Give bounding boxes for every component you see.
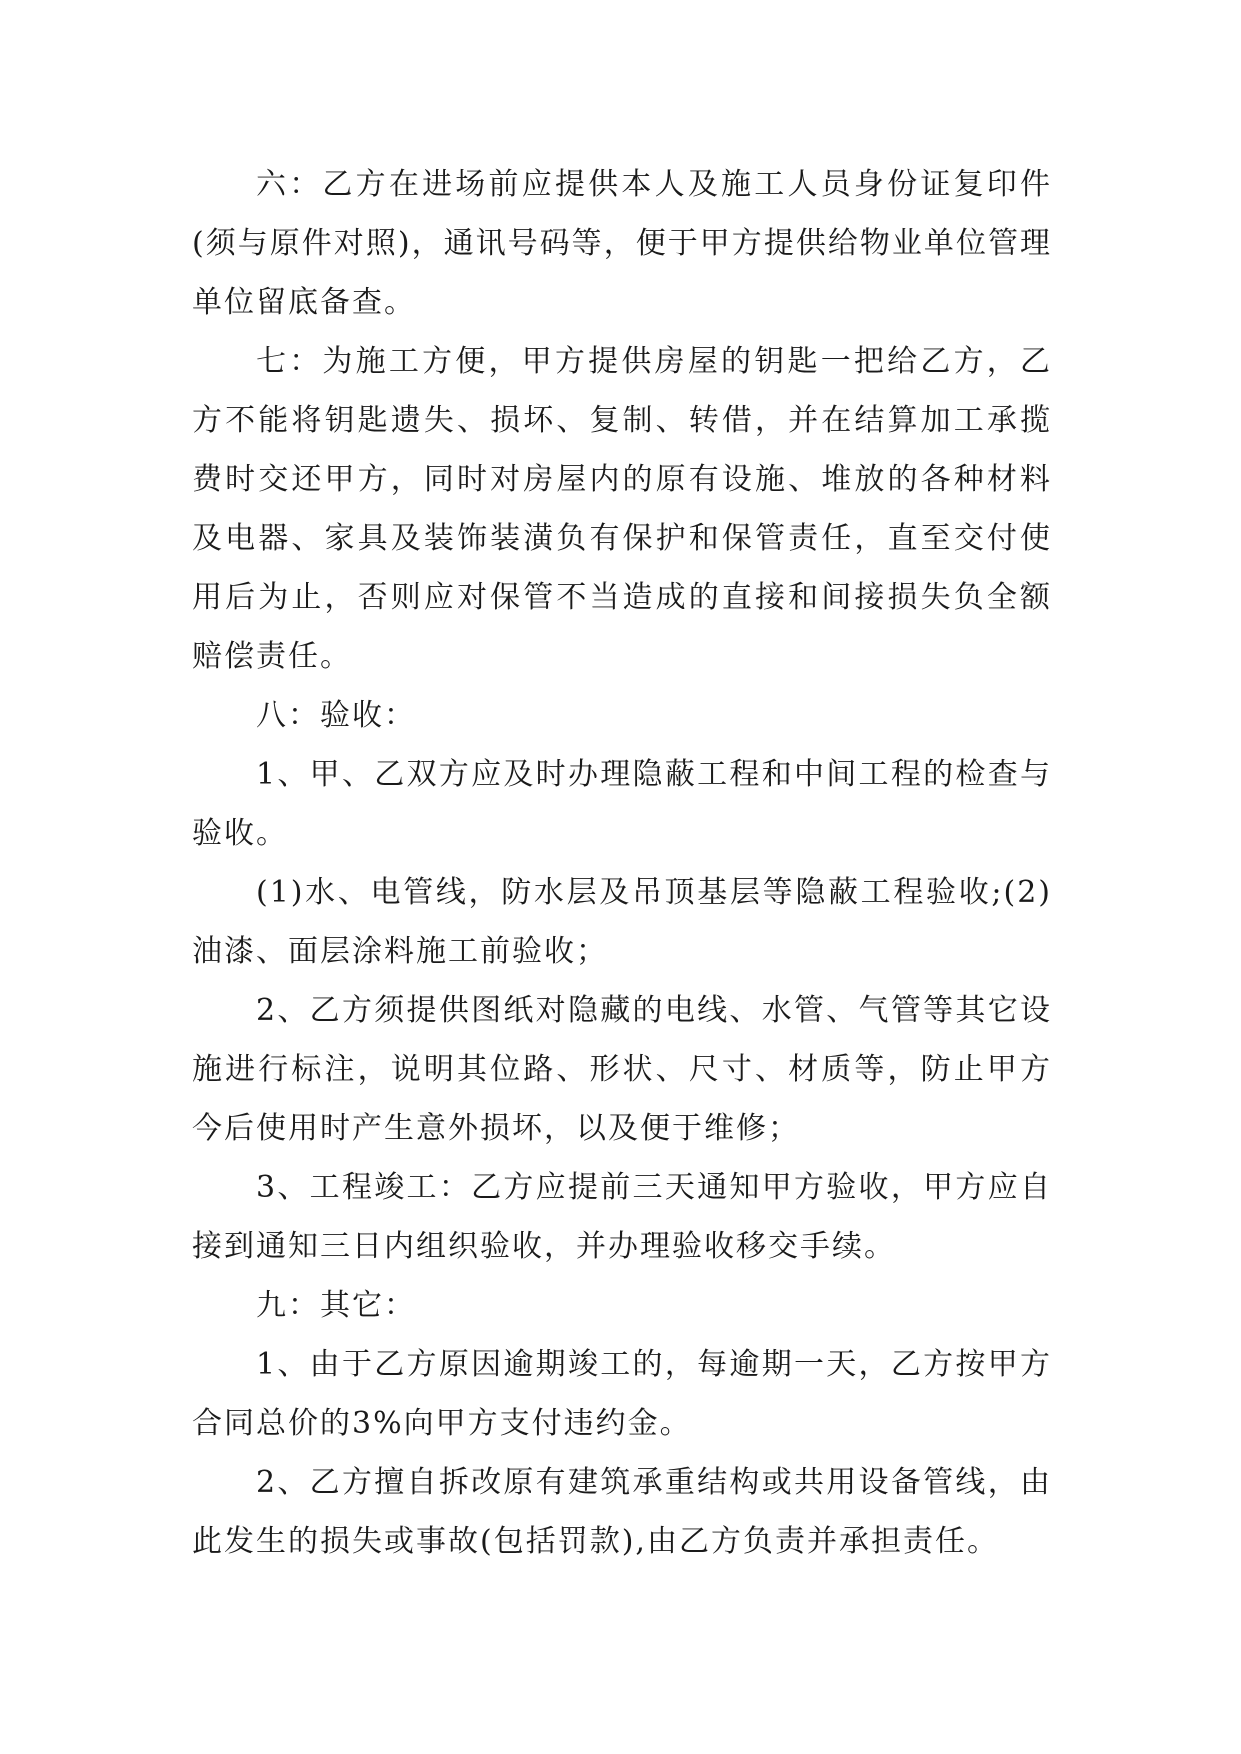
paragraph-9-2-liability: 2、乙方擅自拆改原有建筑承重结构或共用设备管线，由此发生的损失或事故(包括罚款),由乙方负责并承担责任。 [192, 1465, 1052, 1559]
paragraph-9-1-penalty: 1、由于乙方原因逾期竣工的，每逾期一天，乙方按甲方合同总价的3%向甲方支付违约金。 [192, 1347, 1052, 1441]
paragraph-6-id-copies: 六：乙方在进场前应提供本人及施工人员身份证复印件(须与原件对照)，通讯号码等，便于甲方提供给物业单位管理单位留底备查。 [192, 167, 1052, 320]
section-9-heading: 九：其它： [256, 1288, 416, 1323]
paragraph-8-3-completion: 3、工程竣工：乙方应提前三天通知甲方验收，甲方应自接到通知三日内组织验收，并办理验收移交手续。 [192, 1170, 1052, 1264]
document-body [192, 155, 1052, 1571]
section-8-heading: 八：验收： [256, 698, 416, 733]
paragraph-8-2-drawings: 2、乙方须提供图纸对隐藏的电线、水管、气管等其它设施进行标注，说明其位路、形状、尺寸、材质等，防止甲方今后使用时产生意外损坏，以及便于维修； [192, 993, 1052, 1146]
paragraph-7-house-keys: 七：为施工方便，甲方提供房屋的钥匙一把给乙方，乙方不能将钥匙遗失、损坏、复制、转借，并在结算加工承揽费时交还甲方，同时对房屋内的原有设施、堆放的各种材料及电器、家具及装饰装潢负有保护和保管责任，直至交付使用后为止，否则应对保管不当造成的直接和间接损失负全额赔偿责任。 [192, 344, 1052, 674]
paragraph-8-1-inspection: 1、甲、乙双方应及时办理隐蔽工程和中间工程的检查与验收。 [192, 757, 1052, 851]
paragraph-8-1-items: (1)水、电管线，防水层及吊顶基层等隐蔽工程验收;(2)油漆、面层涂料施工前验收； [192, 875, 1052, 969]
